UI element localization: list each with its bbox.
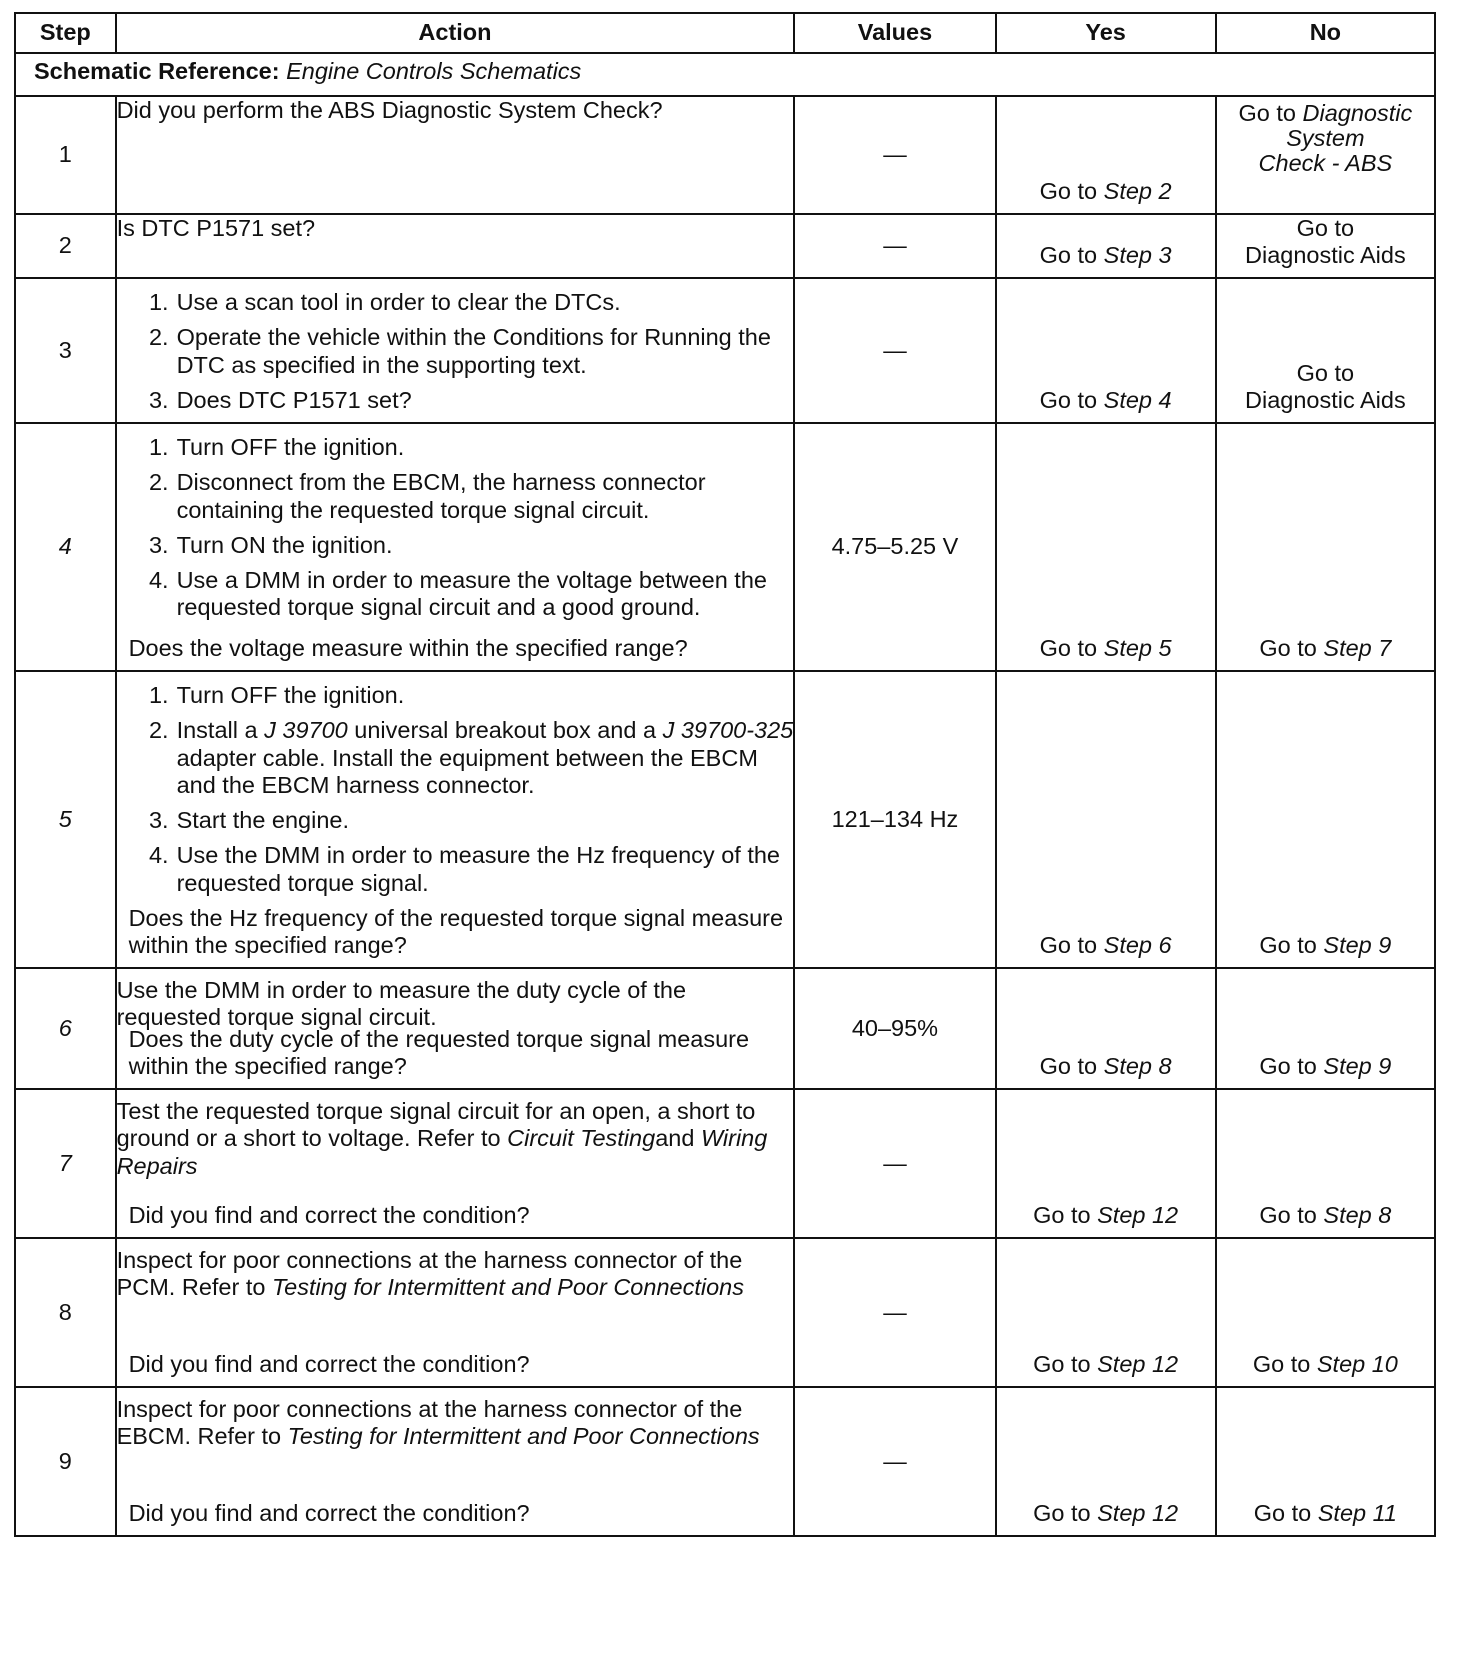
values-cell: 40–95% xyxy=(794,968,995,1089)
no-link[interactable]: Step 7 xyxy=(1323,634,1392,661)
action-cell xyxy=(116,96,795,214)
values-cell: — xyxy=(794,1238,995,1387)
header-values: Values xyxy=(794,13,995,53)
action-question: Does the voltage measure within the specified range? xyxy=(128,634,688,661)
yes-link[interactable]: Step 8 xyxy=(1103,1052,1172,1079)
yes-cell: Go to Step 8 xyxy=(996,968,1216,1089)
step-number: 6 xyxy=(15,968,116,1089)
list-item: 3. Turn ON the ignition. xyxy=(148,531,393,558)
step-number: 7 xyxy=(15,1089,116,1238)
action-cell xyxy=(116,671,795,968)
schematic-row xyxy=(15,53,1435,96)
step-number: 2 xyxy=(15,214,116,278)
action-cell xyxy=(116,1089,795,1238)
no-link[interactable]: Diagnostic Aids xyxy=(1245,386,1406,413)
action-question: Does the Hz frequency of the requested torque signal measure within the specified range? xyxy=(128,904,784,958)
action-list xyxy=(117,434,794,622)
action-text: Inspect for poor connections at the harness connector of the EBCM. Refer to Testing for Intermittent and Poor Connections xyxy=(116,1396,760,1450)
header-step: Step xyxy=(15,13,116,53)
list-item: 1. Use a scan tool in order to clear the DTCs. xyxy=(148,289,621,315)
table-row xyxy=(15,671,1435,968)
schematic-reference xyxy=(15,53,1435,96)
header-no: No xyxy=(1216,13,1435,53)
values-cell: — xyxy=(794,278,995,423)
table-row xyxy=(15,423,1435,671)
no-link-part2[interactable]: System xyxy=(1286,124,1365,151)
yes-link[interactable]: Step 6 xyxy=(1103,931,1172,958)
step-number: 3 xyxy=(15,278,116,423)
action-question: Does the duty cycle of the requested torque signal measure within the specified range? xyxy=(128,1025,750,1079)
yes-cell xyxy=(996,214,1216,278)
table-row xyxy=(15,96,1435,214)
table-row xyxy=(15,1089,1435,1238)
values-cell: — xyxy=(794,214,995,278)
action-list xyxy=(117,682,794,897)
action-text: Test the requested torque signal circuit for an open, a short to ground or a short to voltage. Refer to Circuit Testingand Wiring Repairs xyxy=(116,1098,768,1179)
no-cell: Go to Step 9 xyxy=(1216,671,1435,968)
no-cell: Go to Step 11 xyxy=(1216,1387,1435,1536)
diagnostic-table xyxy=(14,12,1436,1537)
table-row xyxy=(15,1238,1435,1387)
header-yes: Yes xyxy=(996,13,1216,53)
action-question: Did you find and correct the condition? xyxy=(128,1201,530,1228)
no-link[interactable]: Step 11 xyxy=(1317,1499,1398,1526)
yes-prefix: Go to xyxy=(1039,386,1104,413)
values-cell: 4.75–5.25 V xyxy=(794,423,995,671)
no-link[interactable]: Diagnostic Aids xyxy=(1245,241,1406,268)
yes-cell: Go to Step 12 xyxy=(996,1089,1216,1238)
list-item: 3. Start the engine. xyxy=(148,807,350,833)
action-cell xyxy=(116,423,795,671)
yes-link[interactable]: Step 12 xyxy=(1097,1499,1179,1526)
no-link[interactable]: Step 8 xyxy=(1323,1201,1392,1228)
step-number: 4 xyxy=(15,423,116,671)
action-cell xyxy=(116,968,795,1089)
yes-cell xyxy=(996,278,1216,423)
no-cell xyxy=(1216,278,1435,423)
yes-link[interactable]: Step 12 xyxy=(1097,1201,1179,1228)
no-cell: Go to Step 10 xyxy=(1216,1238,1435,1387)
list-item: 2. Install a J 39700 universal breakout box and a J 39700-325 adapter cable. Install the equipment between the EBCM and the EBCM harness connector. xyxy=(148,717,794,798)
no-cell: Go to Step 9 xyxy=(1216,968,1435,1089)
values-cell: — xyxy=(794,96,995,214)
list-item: 4. Use a DMM in order to measure the voltage between the requested torque signal circuit and a good ground. xyxy=(148,567,767,621)
yes-link[interactable]: Step 4 xyxy=(1103,386,1172,413)
yes-link[interactable]: Step 12 xyxy=(1097,1350,1179,1377)
list-item: 3. Does DTC P1571 set? xyxy=(148,386,412,413)
no-cell: Go to Step 8 xyxy=(1216,1089,1435,1238)
no-link[interactable]: Step 9 xyxy=(1323,1052,1392,1079)
step-number: 8 xyxy=(15,1238,116,1387)
action-text: Use the DMM in order to measure the duty cycle of the requested torque signal circuit. xyxy=(116,977,687,1031)
list-item: 1. Turn OFF the ignition. xyxy=(148,434,405,460)
step-number: 9 xyxy=(15,1387,116,1536)
action-cell xyxy=(116,1387,795,1536)
yes-link[interactable]: Step 5 xyxy=(1103,634,1172,661)
no-link-part1[interactable]: Diagnostic xyxy=(1302,100,1413,126)
intermittent-link[interactable]: Testing for Intermittent and Poor Connections xyxy=(271,1274,744,1301)
yes-cell: Go to Step 12 xyxy=(996,1238,1216,1387)
yes-cell: Go to Step 5 xyxy=(996,423,1216,671)
intermittent-link[interactable]: Testing for Intermittent and Poor Connections xyxy=(287,1423,760,1450)
no-cell: Go to Step 7 xyxy=(1216,423,1435,671)
header-action: Action xyxy=(116,13,795,53)
schematic-label: Schematic Reference: xyxy=(34,58,280,84)
no-link-part3[interactable]: Check - ABS xyxy=(1258,149,1393,176)
table-row xyxy=(15,214,1435,278)
no-cell xyxy=(1216,96,1435,214)
yes-cell: Go to Step 12 xyxy=(996,1387,1216,1536)
yes-prefix: Go to xyxy=(1039,241,1104,268)
schematic-link[interactable]: Engine Controls Schematics xyxy=(286,58,582,84)
step-number: 1 xyxy=(15,96,116,214)
action-text: Inspect for poor connections at the harness connector of the PCM. Refer to Testing for Intermittent and Poor Connections xyxy=(116,1247,744,1301)
header-row xyxy=(15,13,1435,53)
yes-link[interactable]: Step 2 xyxy=(1103,177,1172,204)
circuit-testing-link[interactable]: Circuit Testing xyxy=(507,1125,656,1152)
step-number: 5 xyxy=(15,671,116,968)
list-item: 2. Disconnect from the EBCM, the harness connector containing the requested torque signal circuit. xyxy=(148,469,706,523)
no-prefix: Go to xyxy=(1238,100,1303,126)
action-text: Did you perform the ABS Diagnostic System Check? xyxy=(116,97,663,123)
no-line1: Go to xyxy=(1296,359,1355,386)
table-row xyxy=(15,278,1435,423)
action-question: Did you find and correct the condition? xyxy=(128,1350,530,1377)
values-cell: — xyxy=(794,1387,995,1536)
action-cell xyxy=(116,214,795,278)
action-cell xyxy=(116,1238,795,1387)
wiring-repairs-link[interactable]: Wiring Repairs xyxy=(116,1125,768,1179)
list-item: 4. Use the DMM in order to measure the Hz frequency of the requested torque signal. xyxy=(148,842,781,896)
yes-link[interactable]: Step 3 xyxy=(1103,241,1172,268)
yes-cell: Go to Step 6 xyxy=(996,671,1216,968)
yes-cell xyxy=(996,96,1216,214)
table-row xyxy=(15,968,1435,1089)
action-list xyxy=(117,289,794,414)
action-question: Did you find and correct the condition? xyxy=(128,1499,530,1526)
no-link[interactable]: Step 10 xyxy=(1316,1350,1398,1377)
values-cell: 121–134 Hz xyxy=(794,671,995,968)
action-text: Is DTC P1571 set? xyxy=(116,215,316,241)
list-item: 2. Operate the vehicle within the Conditions for Running the DTC as specified in the supporting text. xyxy=(148,324,771,378)
values-cell: — xyxy=(794,1089,995,1238)
yes-prefix: Go to xyxy=(1039,177,1104,204)
action-cell xyxy=(116,278,795,423)
table-row xyxy=(15,1387,1435,1536)
no-link[interactable]: Step 9 xyxy=(1323,931,1392,958)
no-cell xyxy=(1216,214,1435,278)
no-line1: Go to xyxy=(1296,214,1355,241)
list-item: 1. Turn OFF the ignition. xyxy=(148,682,405,708)
